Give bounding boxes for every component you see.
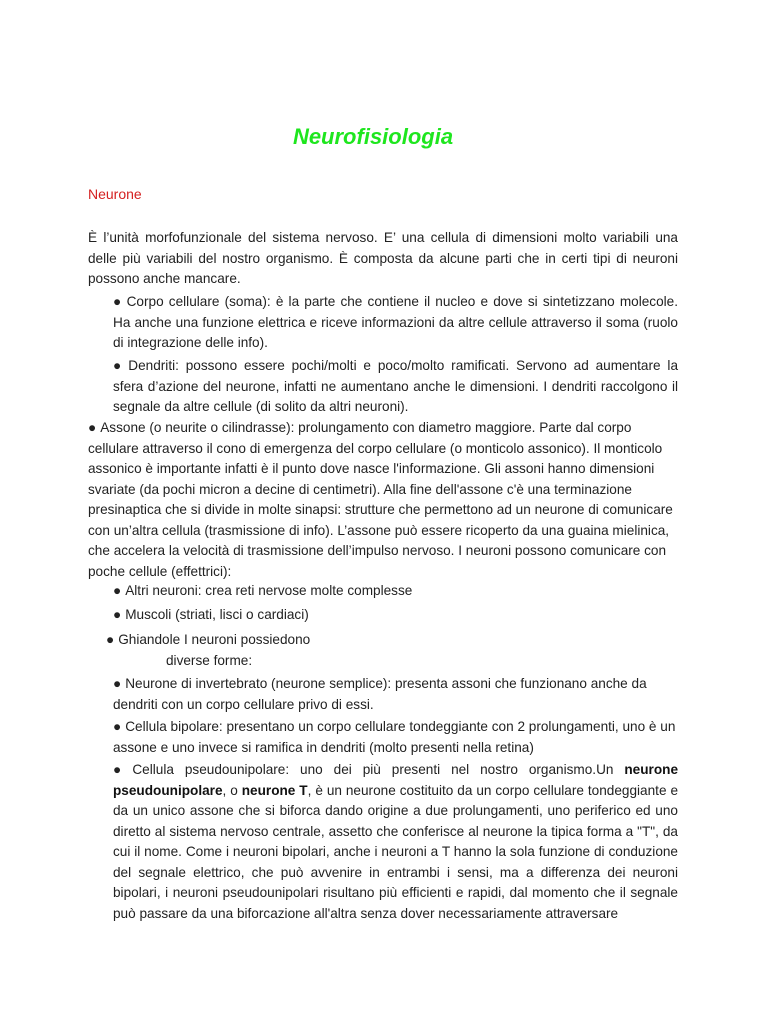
list-item-continuation: diverse forme:	[166, 653, 253, 668]
bold-term: neurone T	[241, 782, 308, 798]
bullet-icon: ●	[88, 420, 97, 435]
bullet-icon: ●	[113, 607, 122, 622]
bullet-icon: ●	[113, 719, 122, 734]
section-heading: Neurone	[88, 186, 142, 202]
intro-paragraph: È l’unità morfofunzionale del sistema nervoso. E’ una cellula di dimensioni molto variabili una delle più variabili del nostro organismo. È composta da alcune parti che in certi tipi di neuroni possono anche mancare.	[88, 230, 678, 286]
list-item: ● Ghiandole I neuroni possiedono	[106, 632, 311, 647]
list-item: ● Dendriti: possono essere pochi/molti e poco/molto ramificati. Servono ad aumentare la sfera d’azione del neurone, infatti ne aumentano anche le dimensioni. I dendriti raccolgono il segnale da altre cellule (di solito da altri neuroni).	[113, 358, 678, 414]
document-title: Neurofisiologia	[292, 124, 454, 149]
list-item: ● Cellula bipolare: presentano un corpo cellulare tondeggiante con 2 prolungamenti, uno è un assone e uno invece si ramifica in dendriti (molto presenti nella retina)	[113, 719, 676, 755]
bullet-icon: ●	[113, 294, 123, 309]
bold-term: neurone pseudounipolare	[113, 762, 678, 798]
list-item: ● Muscoli (striati, lisci o cardiaci)	[113, 607, 309, 622]
list-item: ● Altri neuroni: crea reti nervose molte complesse	[113, 583, 413, 598]
bullet-icon: ●	[106, 632, 115, 647]
axon-paragraph: ● Assone (o neurite o cilindrasse): prolungamento con diametro maggiore. Parte dal corpo cellulare attraverso il cono di emergenza del corpo cellulare (o monticolo assonico). Il monticolo assonico è importante infatti è il punto dove nasce l'informazione. Gli assoni hanno dimensioni svariate (da pochi micron a decine di centimetri). Alla fine dell'assone c'è una terminazione presinaptica che si divide in molte sinapsi: strutture che permettono ad un neurone di comunicare con un’altra cellula (trasmissione di info). L’assone può essere ricoperto da una guaina mielinica, che accelera la velocità di trasmissione dell’impulso nervoso. I neuroni possono comunicare con poche cellule (effettrici):	[88, 420, 673, 579]
bullet-icon: ●	[113, 676, 122, 691]
bullet-icon: ●	[113, 358, 125, 373]
list-item: ● Neurone di invertebrato (neurone semplice): presenta assoni che funzionano anche da dendriti con un corpo cellulare privo di essi.	[113, 676, 647, 712]
bullet-icon: ●	[113, 583, 122, 598]
list-item: ● Corpo cellulare (soma): è la parte che contiene il nucleo e dove si sintetizzano molecole. Ha anche una funzione elettrica e riceve informazioni da altre cellule attraverso il soma (ruolo di integrazione delle info).	[113, 294, 678, 350]
bullet-icon: ●	[113, 762, 129, 777]
list-item: ● Cellula pseudounipolare: uno dei più presenti nel nostro organismo.Un neurone pseudounipolare, o neurone T, è un neurone costituito da un corpo cellulare tondeggiante e da un unico assone che si biforca dando origine a due prolungamenti, uno periferico ed uno diretto al sistema nervoso centrale, assetto che conferisce al neurone la tipica forma a "T", da cui il nome. Come i neuroni bipolari, anche i neuroni a T hanno la sola funzione di conduzione del segnale elettrico, che può avvenire in entrambi i sensi, ma a differenza dei neuroni bipolari, i neuroni pseudounipolari risultano più efficienti e rapidi, dal momento che il segnale può passare da una biforcazione all'altra senza dover necessariamente attraversare	[113, 762, 678, 921]
